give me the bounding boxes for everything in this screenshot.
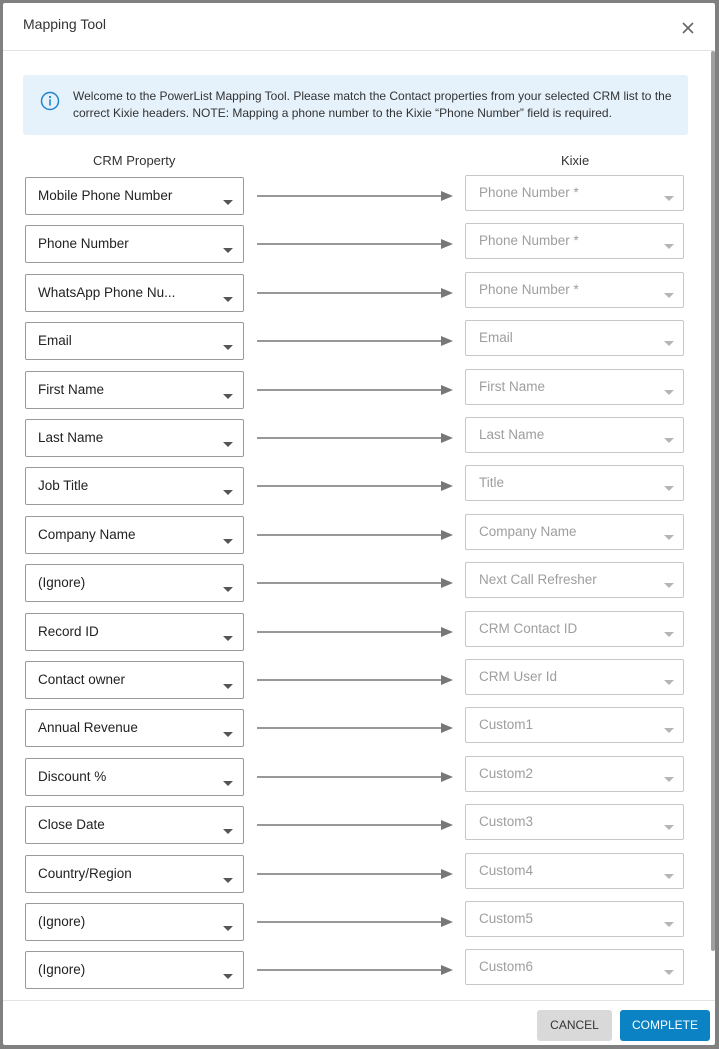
arrow-right-icon: [257, 528, 453, 540]
mapping-row: [3, 855, 715, 893]
crm-property-select[interactable]: [25, 613, 244, 651]
mapping-row: [3, 516, 715, 554]
crm-property-value: Last Name: [38, 430, 104, 445]
mapping-row: [3, 177, 715, 215]
crm-property-header: CRM Property: [93, 153, 176, 168]
kixie-field-select[interactable]: [465, 756, 684, 792]
kixie-field-select[interactable]: [465, 562, 684, 598]
kixie-field-value: Custom2: [479, 766, 534, 781]
kixie-field-value: CRM Contact ID: [479, 621, 578, 636]
crm-property-select[interactable]: [25, 322, 244, 360]
crm-property-value: Job Title: [38, 478, 89, 493]
caret-down-icon: [664, 286, 674, 292]
crm-property-select[interactable]: [25, 951, 244, 989]
cancel-button[interactable]: CANCEL: [537, 1010, 612, 1041]
mapping-row: [3, 371, 715, 409]
mapping-row: [3, 274, 715, 312]
caret-down-icon: [664, 189, 674, 195]
arrow-right-icon: [257, 867, 453, 879]
kixie-field-select[interactable]: [465, 707, 684, 743]
arrow-right-icon: [257, 915, 453, 927]
scrollbar-thumb[interactable]: [711, 51, 715, 951]
caret-down-icon: [223, 822, 233, 828]
caret-down-icon: [664, 237, 674, 243]
info-text: Welcome to the PowerList Mapping Tool. Please match the Contact properties from your selected CRM list to the correct Kixie headers. NOTE: Mapping a phone number to the Kixie “Phone Number” field is required.: [73, 89, 672, 120]
mapping-row: [3, 467, 715, 505]
caret-down-icon: [223, 435, 233, 441]
mapping-row: [3, 806, 715, 844]
caret-down-icon: [223, 241, 233, 247]
crm-property-value: Contact owner: [38, 672, 126, 687]
mapping-row: [3, 564, 715, 602]
crm-property-value: WhatsApp Phone Nu...: [38, 285, 176, 300]
caret-down-icon: [223, 725, 233, 731]
crm-property-select[interactable]: [25, 516, 244, 554]
arrow-right-icon: [257, 721, 453, 733]
crm-property-select[interactable]: [25, 177, 244, 215]
mapping-row: [3, 661, 715, 699]
crm-property-select[interactable]: [25, 419, 244, 457]
kixie-field-select[interactable]: [465, 417, 684, 453]
caret-down-icon: [223, 871, 233, 877]
caret-down-icon: [664, 625, 674, 631]
kixie-field-value: Title: [479, 475, 505, 490]
arrow-right-icon: [257, 770, 453, 782]
kixie-field-value: Phone Number *: [479, 233, 579, 248]
crm-property-value: Close Date: [38, 817, 105, 832]
crm-property-value: First Name: [38, 382, 105, 397]
dialog-footer: [3, 1000, 715, 1045]
mapping-row: [3, 709, 715, 747]
mapping-row: [3, 903, 715, 941]
kixie-field-select[interactable]: [465, 465, 684, 501]
crm-property-select[interactable]: [25, 661, 244, 699]
complete-button[interactable]: COMPLETE: [620, 1010, 710, 1041]
arrow-right-icon: [257, 818, 453, 830]
arrow-right-icon: [257, 576, 453, 588]
caret-down-icon: [664, 479, 674, 485]
kixie-field-value: Company Name: [479, 524, 577, 539]
caret-down-icon: [223, 193, 233, 199]
kixie-field-select[interactable]: [465, 853, 684, 889]
caret-down-icon: [223, 919, 233, 925]
info-icon: [40, 91, 60, 111]
arrow-right-icon: [257, 479, 453, 491]
kixie-field-value: First Name: [479, 379, 546, 394]
caret-down-icon: [664, 576, 674, 582]
caret-down-icon: [223, 290, 233, 296]
caret-down-icon: [664, 915, 674, 921]
caret-down-icon: [664, 334, 674, 340]
kixie-field-value: CRM User Id: [479, 669, 558, 684]
kixie-field-select[interactable]: [465, 901, 684, 937]
caret-down-icon: [223, 338, 233, 344]
crm-property-select[interactable]: [25, 806, 244, 844]
kixie-field-select[interactable]: [465, 514, 684, 550]
info-banner: [23, 75, 688, 135]
dialog-header: [3, 3, 715, 51]
crm-property-select[interactable]: [25, 274, 244, 312]
caret-down-icon: [223, 580, 233, 586]
caret-down-icon: [223, 532, 233, 538]
mapping-tool-dialog: [3, 3, 715, 1045]
kixie-field-value: Custom6: [479, 959, 534, 974]
kixie-field-select[interactable]: [465, 611, 684, 647]
crm-property-value: (Ignore): [38, 962, 86, 977]
crm-property-value: Phone Number: [38, 236, 129, 251]
caret-down-icon: [664, 770, 674, 776]
crm-property-value: (Ignore): [38, 914, 86, 929]
arrow-right-icon: [257, 673, 453, 685]
crm-property-value: Country/Region: [38, 866, 132, 881]
crm-property-select[interactable]: [25, 371, 244, 409]
caret-down-icon: [664, 721, 674, 727]
kixie-field-value: Custom4: [479, 863, 534, 878]
caret-down-icon: [664, 431, 674, 437]
caret-down-icon: [223, 677, 233, 683]
kixie-field-value: Custom1: [479, 717, 534, 732]
caret-down-icon: [664, 818, 674, 824]
caret-down-icon: [664, 673, 674, 679]
caret-down-icon: [664, 528, 674, 534]
crm-property-value: Mobile Phone Number: [38, 188, 173, 203]
arrow-right-icon: [257, 286, 453, 298]
crm-property-select[interactable]: [25, 855, 244, 893]
crm-property-select[interactable]: [25, 758, 244, 796]
crm-property-select[interactable]: [25, 564, 244, 602]
arrow-right-icon: [257, 334, 453, 346]
crm-property-value: Annual Revenue: [38, 720, 138, 735]
crm-property-value: (Ignore): [38, 575, 86, 590]
caret-down-icon: [664, 963, 674, 969]
kixie-field-select[interactable]: [465, 949, 684, 985]
kixie-field-select[interactable]: [465, 175, 684, 211]
caret-down-icon: [223, 967, 233, 973]
crm-property-select[interactable]: [25, 467, 244, 505]
arrow-right-icon: [257, 189, 453, 201]
kixie-field-select[interactable]: [465, 369, 684, 405]
kixie-header: Kixie: [561, 153, 590, 168]
crm-property-value: Discount %: [38, 769, 107, 784]
mapping-row: [3, 613, 715, 651]
dialog-title: Mapping Tool: [23, 16, 107, 32]
crm-property-value: Email: [38, 333, 72, 348]
mapping-row: [3, 419, 715, 457]
caret-down-icon: [223, 774, 233, 780]
caret-down-icon: [664, 867, 674, 873]
kixie-field-value: Next Call Refresher: [479, 572, 597, 587]
kixie-field-value: Email: [479, 330, 513, 345]
arrow-right-icon: [257, 963, 453, 975]
kixie-field-value: Phone Number *: [479, 185, 579, 200]
arrow-right-icon: [257, 431, 453, 443]
crm-property-value: Company Name: [38, 527, 136, 542]
mapping-row: [3, 225, 715, 263]
close-icon[interactable]: [677, 17, 699, 39]
kixie-field-value: Custom3: [479, 814, 534, 829]
mapping-row: [3, 322, 715, 360]
crm-property-value: Record ID: [38, 624, 99, 639]
caret-down-icon: [223, 483, 233, 489]
crm-property-select[interactable]: [25, 903, 244, 941]
kixie-field-select[interactable]: [465, 272, 684, 308]
kixie-field-select[interactable]: [465, 804, 684, 840]
mapping-row: [3, 951, 715, 989]
kixie-field-select[interactable]: [465, 223, 684, 259]
caret-down-icon: [223, 387, 233, 393]
kixie-field-value: Custom5: [479, 911, 534, 926]
crm-property-select[interactable]: [25, 225, 244, 263]
crm-property-select[interactable]: [25, 709, 244, 747]
arrow-right-icon: [257, 383, 453, 395]
kixie-field-select[interactable]: [465, 659, 684, 695]
caret-down-icon: [223, 629, 233, 635]
caret-down-icon: [664, 383, 674, 389]
mapping-row: [3, 758, 715, 796]
kixie-field-value: Last Name: [479, 427, 545, 442]
kixie-field-value: Phone Number *: [479, 282, 579, 297]
arrow-right-icon: [257, 237, 453, 249]
arrow-right-icon: [257, 625, 453, 637]
kixie-field-select[interactable]: [465, 320, 684, 356]
